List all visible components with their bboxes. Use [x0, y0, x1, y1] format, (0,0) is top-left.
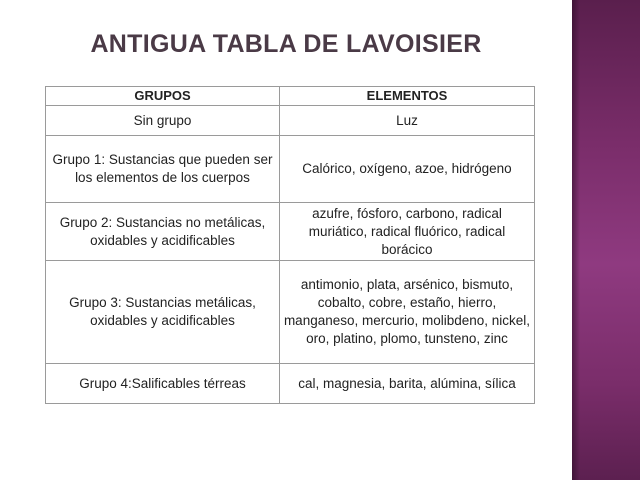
slide-title: ANTIGUA TABLA DE LAVOISIER: [90, 30, 482, 58]
table-row: [46, 106, 535, 136]
elements-cell: Calórico, oxígeno, azoe, hidrógeno: [280, 136, 535, 203]
table-row: [46, 364, 535, 404]
group-cell: Grupo 3: Sustancias metálicas, oxidables y acidificables: [46, 261, 280, 364]
table-header-row: [46, 87, 535, 106]
table-row: [46, 203, 535, 261]
elements-cell: antimonio, plata, arsénico, bismuto, cobalto, cobre, estaño, hierro, manganeso, mercurio, molibdeno, nickel, oro, platino, plomo, tunsteno, zinc: [280, 261, 535, 364]
group-cell: Grupo 1: Sustancias que pueden ser los elementos de los cuerpos: [46, 136, 280, 203]
group-cell: Grupo 2: Sustancias no metálicas, oxidables y acidificables: [46, 203, 280, 261]
group-cell: Sin grupo: [46, 106, 280, 136]
elements-cell: cal, magnesia, barita, alúmina, sílica: [280, 364, 535, 404]
header-elementos: ELEMENTOS: [280, 87, 535, 106]
table-row: [46, 261, 535, 364]
elements-cell: azufre, fósforo, carbono, radical muriático, radical fluórico, radical borácico: [280, 203, 535, 261]
header-grupos: GRUPOS: [46, 87, 280, 106]
lavoisier-table: [45, 86, 535, 404]
group-cell: Grupo 4:Salificables térreas: [46, 364, 280, 404]
elements-cell: Luz: [280, 106, 535, 136]
table-row: [46, 136, 535, 203]
decorative-side-band: [572, 0, 640, 480]
